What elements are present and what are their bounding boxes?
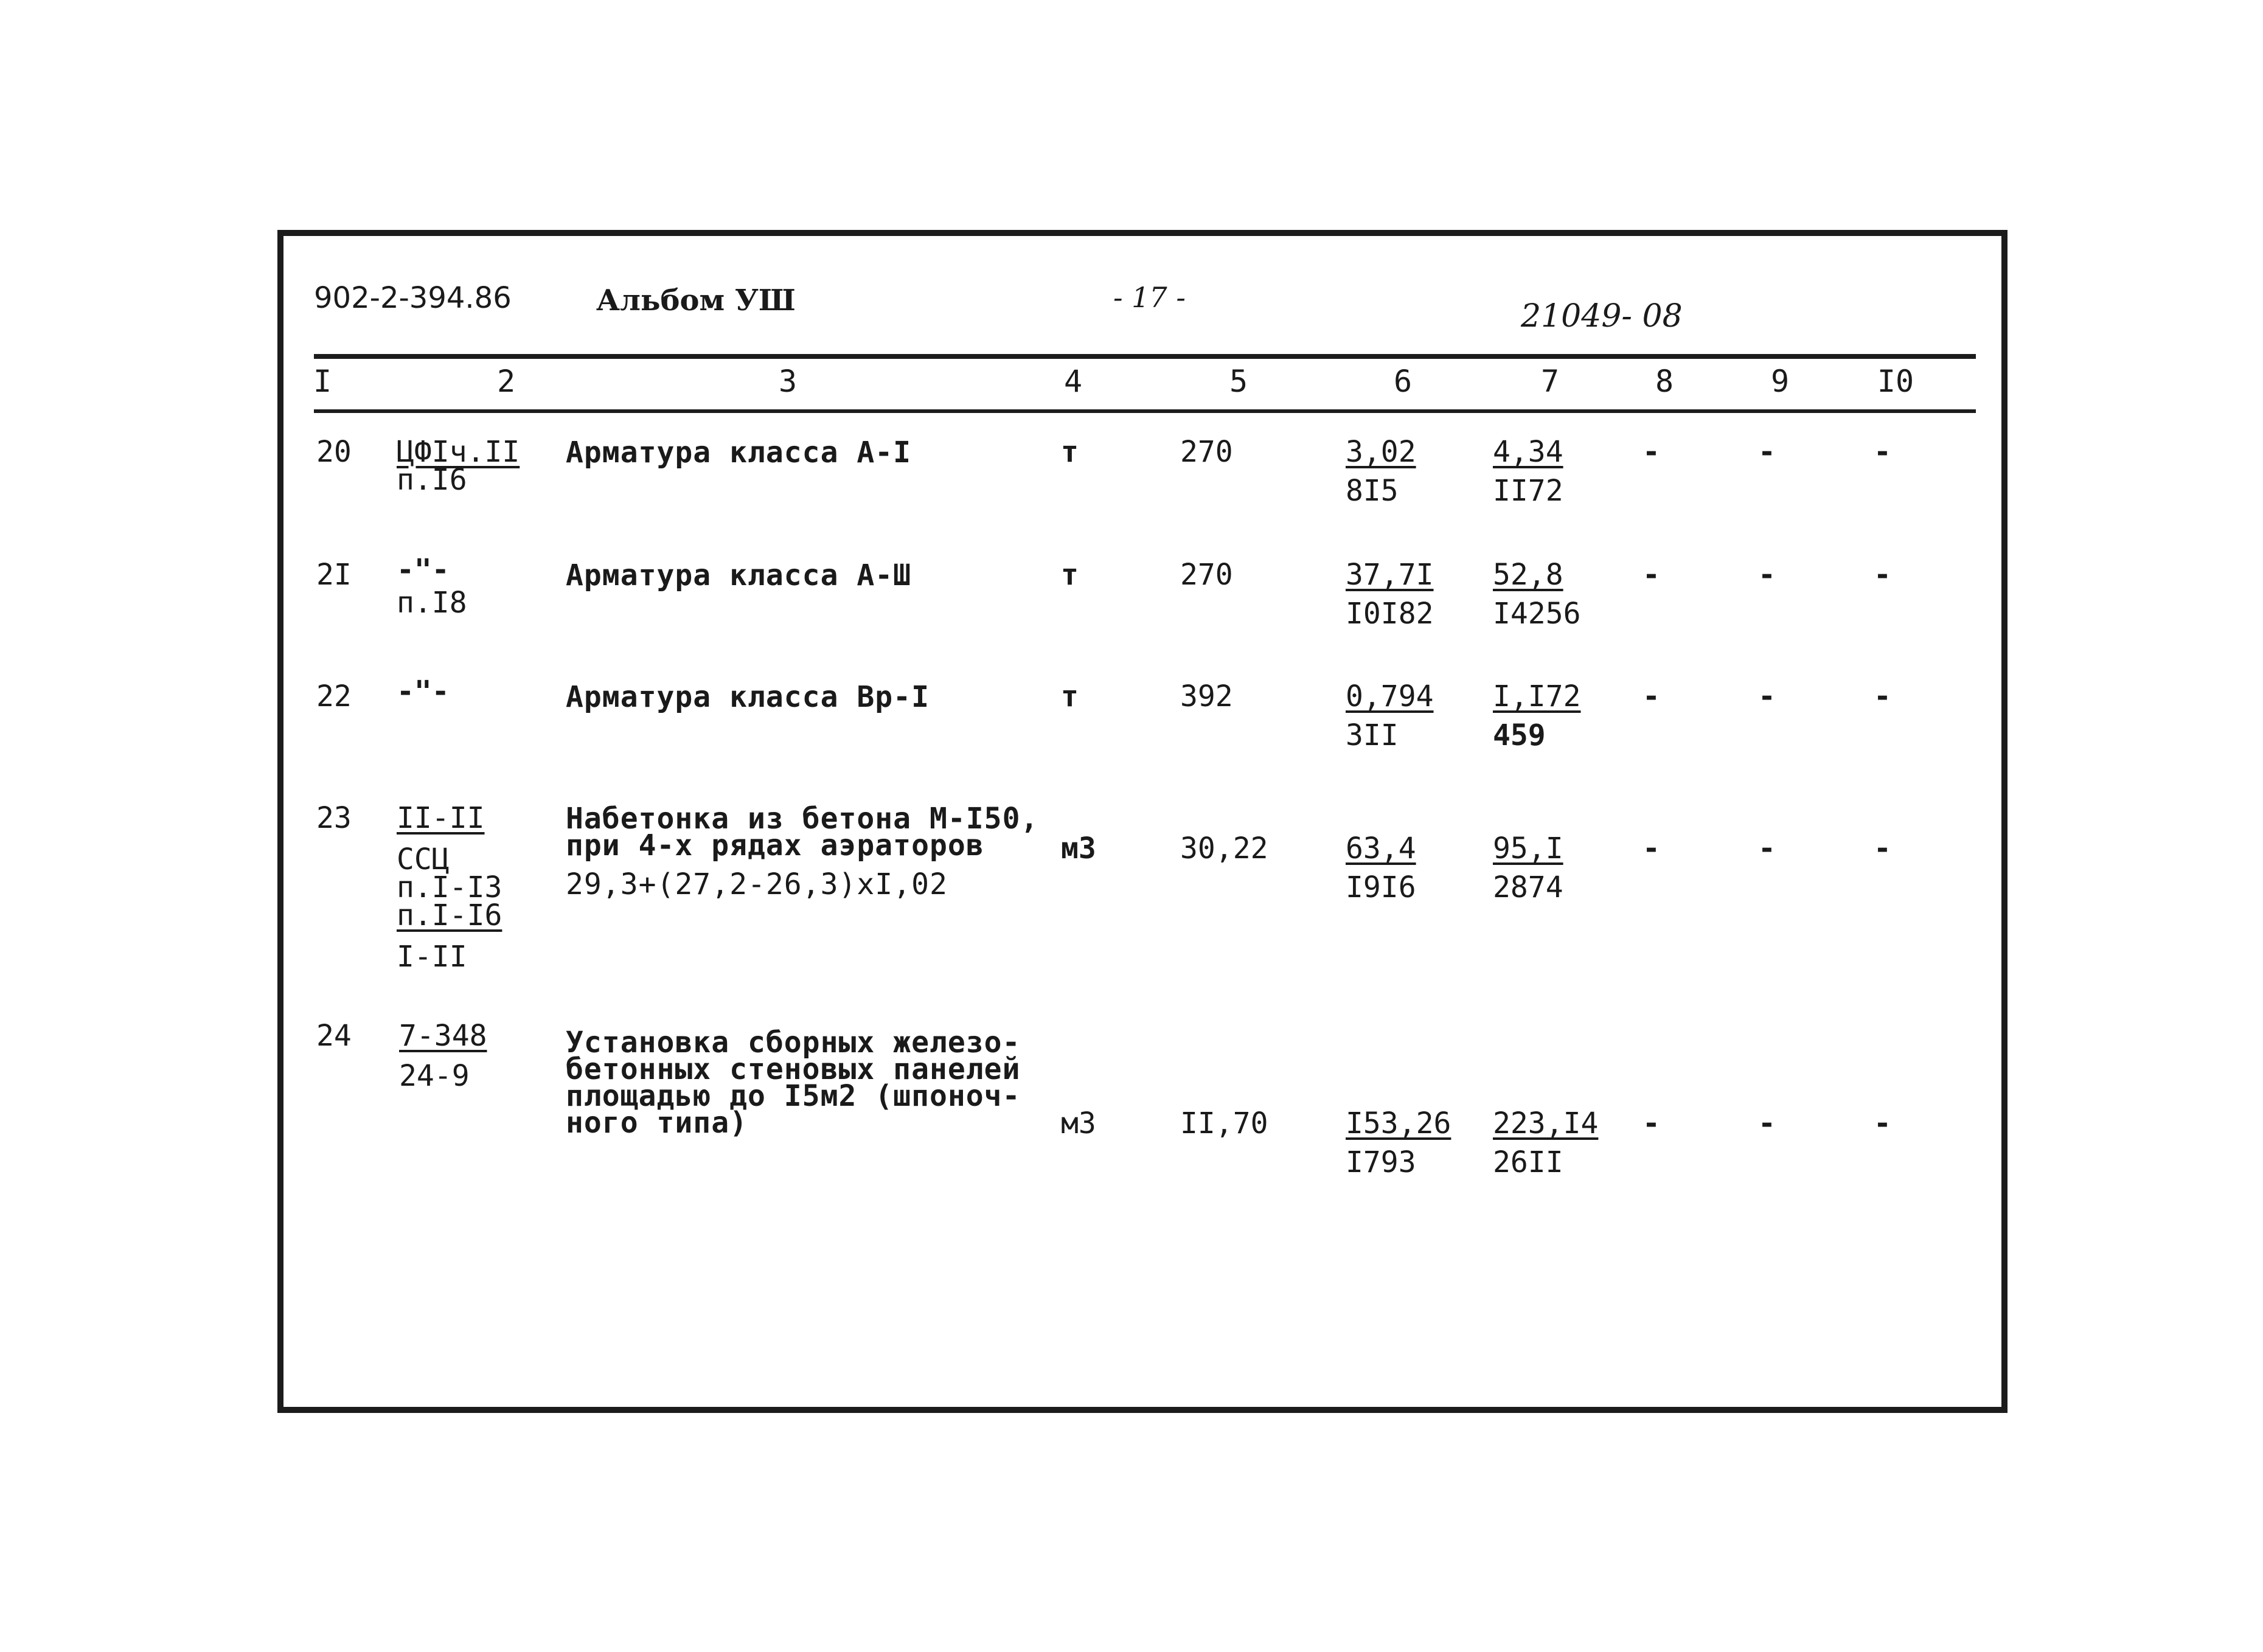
row-quantity: 392 — [1180, 679, 1233, 713]
row-quantity: 30,22 — [1180, 831, 1268, 866]
row-col6-bottom: 8I5 — [1346, 474, 1399, 508]
row-reference: 24-9 — [399, 1059, 470, 1093]
row-number: 2I — [316, 558, 352, 592]
row-reference: п.I8 — [397, 586, 467, 620]
row-col9: - — [1758, 558, 1776, 592]
row-unit: м3 — [1061, 1106, 1096, 1140]
row-number: 20 — [316, 435, 352, 469]
album-label: Альбом УШ — [596, 283, 796, 318]
row-col6-bottom: I9I6 — [1346, 870, 1416, 904]
row-unit: т — [1061, 558, 1079, 592]
row-col6-top: I53,26 — [1346, 1106, 1451, 1140]
row-number: 22 — [316, 679, 352, 713]
row-quantity: II,70 — [1180, 1106, 1268, 1140]
row-col9: - — [1758, 1106, 1776, 1140]
row-col8: - — [1642, 558, 1660, 592]
row-reference: I-II — [397, 940, 467, 974]
col-header-1: I — [313, 364, 332, 399]
row-col10: - — [1874, 1106, 1891, 1140]
col-header-5: 5 — [1229, 364, 1248, 399]
row-col7-bottom: I4256 — [1493, 597, 1581, 631]
row-col10: - — [1874, 679, 1891, 713]
row-quantity: 270 — [1180, 435, 1233, 469]
row-reference: -"- — [397, 553, 450, 587]
row-reference: II-II — [397, 801, 485, 835]
row-description: при 4-х рядах аэраторов — [566, 828, 984, 862]
row-reference: ССЦ — [397, 842, 450, 876]
col-header-9: 9 — [1770, 364, 1790, 399]
row-col7-top: 95,I — [1493, 831, 1563, 866]
registration-stamp: 21049- 08 — [1521, 298, 1683, 335]
row-col6-bottom: I0I82 — [1346, 597, 1434, 631]
row-unit: т — [1061, 679, 1079, 713]
row-col7-bottom: 26II — [1493, 1145, 1563, 1179]
row-description: площадью до I5м2 (шпоноч- — [566, 1079, 1021, 1113]
row-col6-top: 3,02 — [1346, 435, 1416, 469]
row-unit: м3 — [1061, 831, 1096, 866]
row-col10: - — [1874, 558, 1891, 592]
row-number: 23 — [316, 801, 352, 835]
row-description: Арматура класса А-I — [566, 436, 912, 470]
row-col6-top: 0,794 — [1346, 679, 1434, 713]
row-col7-top: 223,I4 — [1493, 1106, 1599, 1140]
col-header-4: 4 — [1063, 364, 1083, 399]
row-reference: ЦФIч.II — [397, 435, 520, 469]
col-header-2: 2 — [496, 364, 516, 399]
col-header-8: 8 — [1655, 364, 1674, 399]
col-header-7: 7 — [1540, 364, 1560, 399]
row-col8: - — [1642, 679, 1660, 713]
row-col7-top: 52,8 — [1493, 558, 1563, 592]
row-col9: - — [1758, 435, 1776, 469]
row-reference: п.I-I6 — [397, 898, 502, 932]
row-col6-top: 37,7I — [1346, 558, 1434, 592]
row-reference: 7-348 — [399, 1019, 487, 1053]
row-reference: п.I-I3 — [397, 870, 502, 904]
row-col8: - — [1642, 435, 1660, 469]
row-reference: п.I6 — [397, 463, 467, 497]
col-header-3: 3 — [778, 364, 798, 399]
doc-code: 902-2-394.86 — [314, 281, 512, 315]
header-bottom-rule — [314, 409, 1976, 413]
row-col10: - — [1874, 831, 1891, 866]
row-description: 29,3+(27,2-26,3)xI,02 — [566, 867, 948, 901]
row-col9: - — [1758, 679, 1776, 713]
row-col7-bottom: 2874 — [1493, 870, 1563, 904]
header-top-rule — [314, 354, 1976, 359]
row-col10: - — [1874, 435, 1891, 469]
row-description: Установка сборных железо- — [566, 1026, 1021, 1060]
page-frame — [277, 230, 2007, 1413]
row-col7-top: I,I72 — [1493, 679, 1581, 713]
row-number: 24 — [316, 1019, 352, 1053]
row-col6-bottom: 3II — [1346, 718, 1399, 752]
row-quantity: 270 — [1180, 558, 1233, 592]
row-description: Арматура класса А-Ш — [566, 558, 912, 592]
row-col6-top: 63,4 — [1346, 831, 1416, 866]
row-description: Набетонка из бетона М-I50, — [566, 802, 1039, 836]
row-col7-bottom: II72 — [1493, 474, 1563, 508]
row-col8: - — [1642, 831, 1660, 866]
row-reference: -"- — [397, 675, 450, 709]
row-col8: - — [1642, 1106, 1660, 1140]
row-col7-bottom: 459 — [1493, 718, 1546, 752]
page-number: - 17 - — [1113, 281, 1186, 314]
row-unit: т — [1061, 435, 1079, 469]
row-description: Арматура класса Вр-I — [566, 680, 930, 714]
row-col7-top: 4,34 — [1493, 435, 1563, 469]
row-col6-bottom: I793 — [1346, 1145, 1416, 1179]
row-description: бетонных стеновых панелей — [566, 1052, 1021, 1086]
col-header-6: 6 — [1393, 364, 1413, 399]
row-description: ного типа) — [566, 1106, 748, 1140]
row-col9: - — [1758, 831, 1776, 866]
col-header-10: I0 — [1877, 364, 1914, 399]
